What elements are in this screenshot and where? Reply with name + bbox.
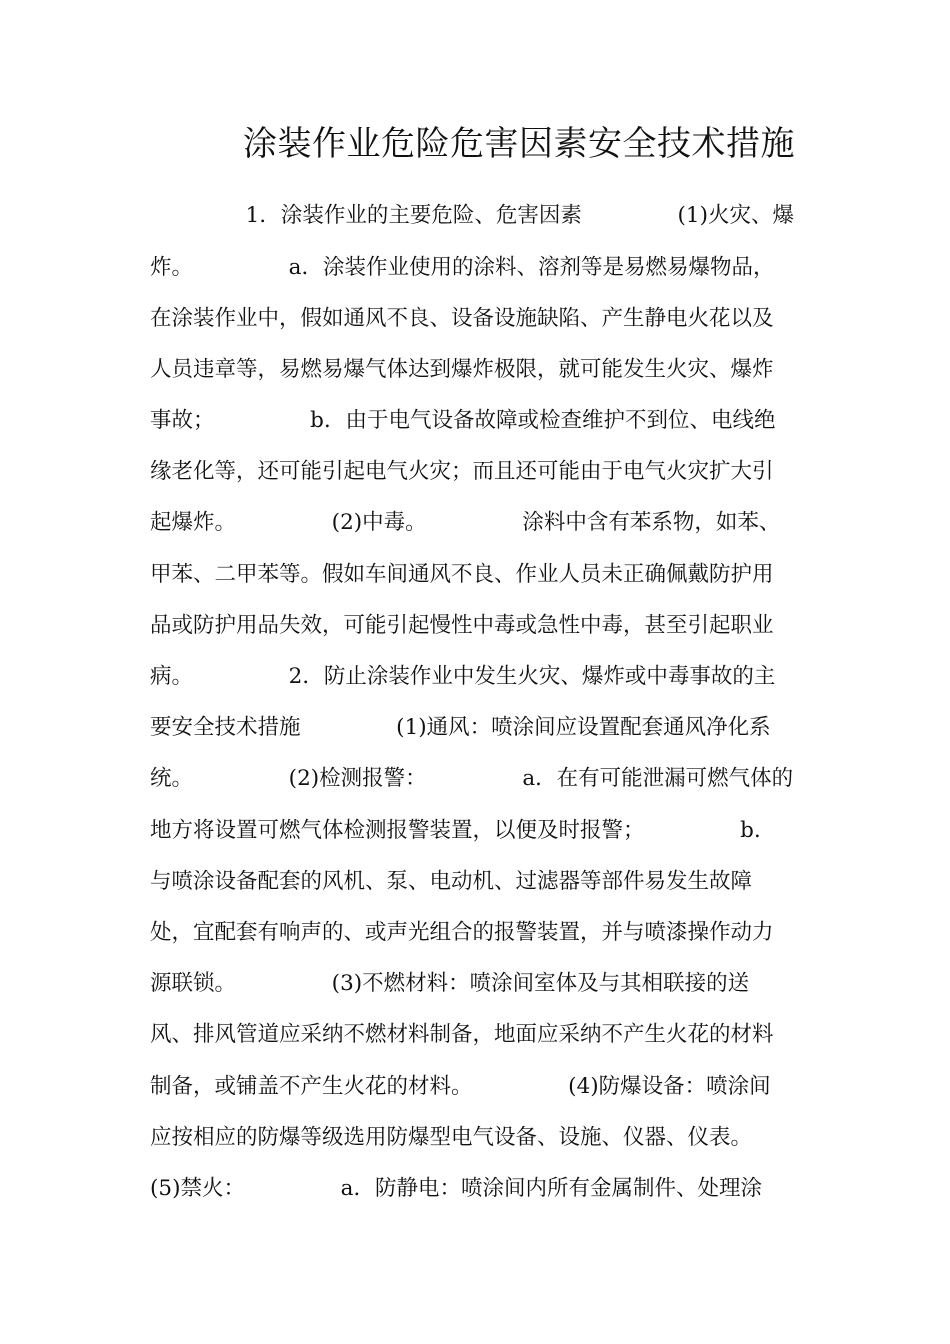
body-line: 地方将设置可燃气体检测报警装置，以便及时报警； b． bbox=[150, 818, 776, 843]
body-line: 源联锁。 (3)不燃材料：喷涂间室体及与其相联接的送 bbox=[150, 971, 750, 996]
body-line: 在涂装作业中，假如通风不良、设备设施缺陷、产生静电火花以及 bbox=[150, 306, 774, 331]
body-line: 风、排风管道应采纳不燃材料制备，地面应采纳不产生火花的材料 bbox=[150, 1022, 774, 1047]
body-line: 炸。 a．涂装作业使用的涂料、溶剂等是易燃易爆物品， bbox=[150, 255, 775, 280]
body-line: 人员违章等，易燃易爆气体达到爆炸极限，就可能发生火灾、爆炸 bbox=[150, 357, 774, 382]
body-line: 处，宜配套有响声的、或声光组合的报警装置，并与喷漆操作动力 bbox=[150, 920, 774, 945]
body-line: 1．涂装作业的主要危险、危害因素 (1)火灾、爆 bbox=[150, 203, 794, 228]
document-title: 涂装作业危险危害因素安全技术措施 bbox=[243, 124, 795, 164]
body-line: 病。 2．防止涂装作业中发生火灾、爆炸或中毒事故的主 bbox=[150, 664, 776, 689]
body-line: 统。 (2)检测报警： a．在有可能泄漏可燃气体的 bbox=[150, 766, 794, 791]
body-line: 事故； b．由于电气设备故障或检查维护不到位、电线绝 bbox=[150, 408, 776, 433]
body-line: (5)禁火： a．防静电：喷涂间内所有金属制件、处理涂 bbox=[150, 1176, 762, 1201]
body-line: 起爆炸。 (2)中毒。 涂料中含有苯系物，如苯、 bbox=[150, 510, 781, 535]
body-line: 应按相应的防爆等级选用防爆型电气设备、设施、仪器、仪表。 bbox=[150, 1125, 753, 1150]
body-line: 甲苯、二甲苯等。假如车间通风不良、作业人员未正确佩戴防护用 bbox=[150, 562, 774, 587]
body-line: 制备，或铺盖不产生火花的材料。 (4)防爆设备：喷涂间 bbox=[150, 1074, 771, 1099]
body-line: 要安全技术措施 (1)通风：喷涂间应设置配套通风净化系 bbox=[150, 715, 771, 740]
body-line: 与喷涂设备配套的风机、泵、电动机、过滤器等部件易发生故障 bbox=[150, 869, 753, 894]
body-line: 品或防护用品失效，可能引起慢性中毒或急性中毒，甚至引起职业 bbox=[150, 613, 774, 638]
body-line: 缘老化等，还可能引起电气火灾；而且还可能由于电气火灾扩大引 bbox=[150, 459, 774, 484]
